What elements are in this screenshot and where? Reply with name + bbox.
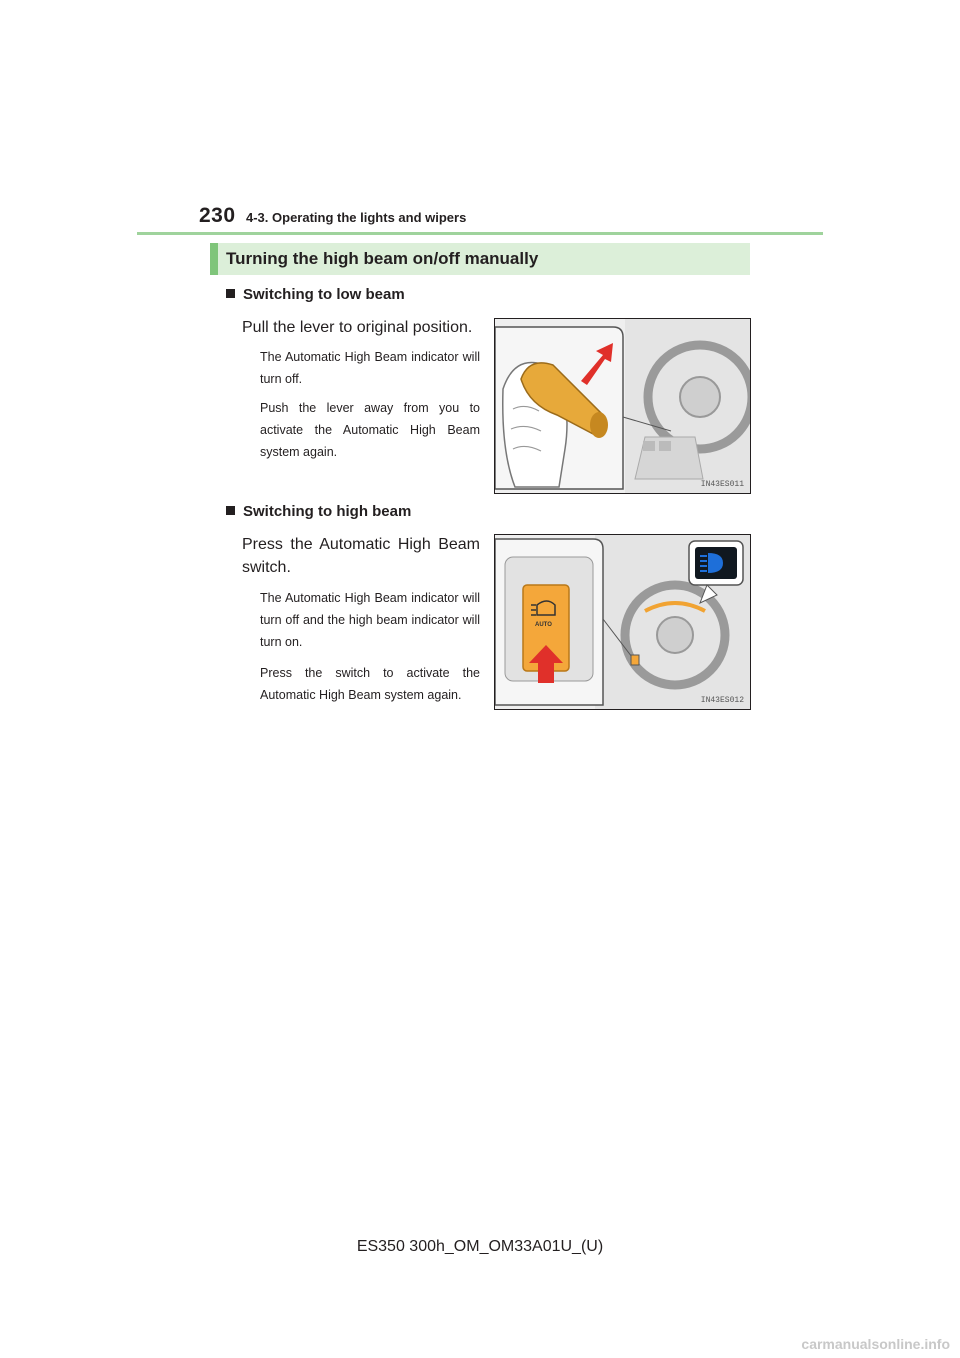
switch-illustration xyxy=(494,534,751,710)
section-title: Turning the high beam on/off manually xyxy=(226,249,539,268)
low-beam-heading xyxy=(226,286,405,303)
low-beam-note-1: The Automatic High Beam indicator will turn off. xyxy=(260,350,480,386)
auto-switch-label: AUTO xyxy=(535,622,552,628)
watermark: carmanualsonline.info xyxy=(801,1336,950,1352)
high-beam-heading-text: Switching to high beam xyxy=(243,503,412,520)
section-title-bar xyxy=(210,243,750,275)
running-head: 4-3. Operating the lights and wipers xyxy=(246,210,467,225)
bullet-square-icon xyxy=(226,289,235,298)
low-beam-heading-text: Switching to low beam xyxy=(243,286,405,303)
figure-code: IN43ES011 xyxy=(700,480,744,489)
switch-drawing xyxy=(495,535,750,709)
low-beam-step: Pull the lever to original position. xyxy=(242,319,473,336)
section-accent xyxy=(210,243,218,275)
header-rule xyxy=(137,232,823,235)
page-number: 230 xyxy=(199,204,236,227)
bullet-square-icon xyxy=(226,506,235,515)
high-beam-note-1: The Automatic High Beam indicator will turn off and the high beam indicator will turn on. xyxy=(260,591,480,649)
lever-illustration xyxy=(494,318,751,494)
high-beam-heading xyxy=(226,503,411,520)
figure-code: IN43ES012 xyxy=(700,696,744,705)
low-beam-note-2: Push the lever away from you to activate the Automatic High Beam system again. xyxy=(260,401,480,459)
footer-model-code: ES350 300h_OM_OM33A01U_(U) xyxy=(356,1238,604,1255)
lever-drawing xyxy=(495,319,750,493)
high-beam-note-2: Press the switch to activate the Automatic High Beam system again. xyxy=(260,666,480,702)
high-beam-step: Press the Automatic High Beam switch. xyxy=(242,536,480,576)
